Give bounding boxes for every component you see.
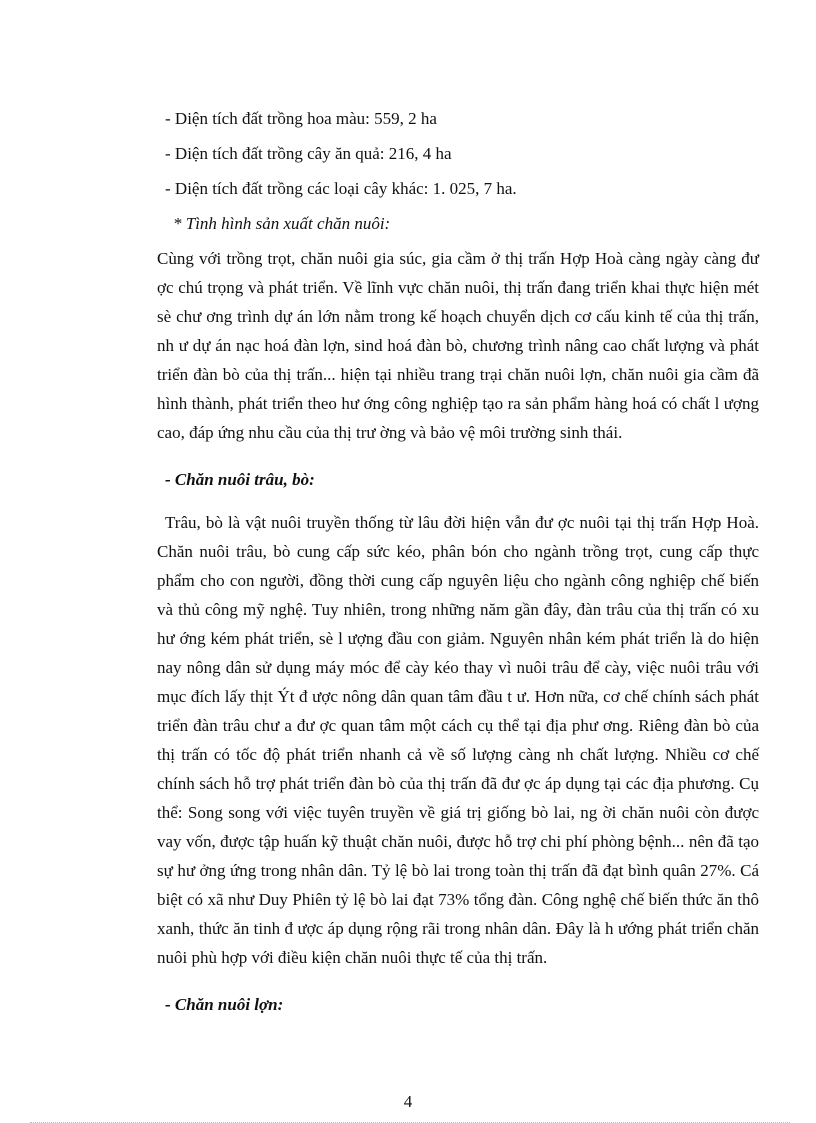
page-number: 4 [403,1092,413,1111]
bullet-crop-area: - Diện tích đất trồng hoa màu: 559, 2 ha [165,109,437,128]
livestock-paragraph-wrap [157,244,759,447]
buffalo-cattle-heading: - Chăn nuôi trâu, bò: [165,470,315,489]
livestock-heading: * Tình hình sản xuất chăn nuôi: [173,214,391,233]
buffalo-paragraph-wrap [157,508,759,972]
buffalo-paragraph-text: Trâu, bò là vật nuôi truyền thống từ lâu đời hiện vẫn đư ợc nuôi tại thị trấn Hợp Hoà. Chăn nuôi trâu, bò cung cấp sức kéo, phân bón cho ngành trồng trọt, cung cấp thực phẩm cho con người, đồng thời cung cấp nguyên liệu cho ngành công nghiệp chế biến và thủ công mỹ nghệ. Tuy nhiên, trong những năm gần đây, đàn trâu của thị trấn có xu hư ớng kém phát triển, sè l ượng đầu con giảm. Nguyên nhân kém phát triển là do hiện nay nông dân sử dụng máy móc để cày kéo thay vì nuôi trâu để cày, việc nuôi trâu với mục đích lấy thịt Ýt đ ược nông dân quan tâm đầu t ư. Hơn nữa, cơ chế chính sách phát triển đàn trâu chư a đư ợc quan tâm một cách cụ thể tại địa phư ơng. Riêng đàn bò của thị trấn có tốc độ phát triển nhanh cả về số lượng càng nh chất lượng. Nhiều cơ chế chính sách hỗ trợ phát triển đàn bò của thị trấn đã đư ợc áp dụng tại các địa phương. Cụ thể: Song song với việc tuyên truyền về giá trị giống bò lai, ng ời chăn nuôi còn được vay vốn, được tập huấn kỹ thuật chăn nuôi, được hỗ trợ chi phí phòng bệnh... nên đã tạo sự hư ởng ứng trong nhân dân. Tỷ lệ bò lai trong toàn thị trấn đã đạt bình quân 27%. Cá biệt có xã như Duy Phiên tỷ lệ bò lai đạt 73% tổng đàn. Công nghệ chế biến thức ăn thô xanh, thức ăn tinh đ ược áp dụng rộng rãi trong nhân dân. Đây là h ướng phát triển chăn nuôi phù hợp với điều kiện chăn nuôi thực tế của thị trấn. [157,513,759,967]
livestock-paragraph [157,244,759,447]
bullet-other-tree-area: - Diện tích đất trồng các loại cây khác: 1. 025, 7 ha. [165,179,517,198]
pig-heading: - Chăn nuôi lợn: [165,995,284,1014]
livestock-paragraph-text: Cùng với trồng trọt, chăn nuôi gia súc, gia cầm ở thị trấn Hợp Hoà càng ngày càng đư ợc chú trọng và phát triển. Về lĩnh vực chăn nuôi, thị trấn đang triển khai thực hiện mét sè chư ơng trình dự án lớn nằm trong kế hoạch chuyển dịch cơ cấu kinh tế của thị trấn, nh ư dự án nạc hoá đàn lợn, sind hoá đàn bò, chương trình nâng cao chất lượng và phát triển đàn bò của thị trấn... hiện tại nhiều trang trại chăn nuôi lợn, chăn nuôi gia cầm đã hình thành, phát triển theo hư ớng công nghiệp tạo ra sản phẩm hàng hoá có chất l ượng cao, đáp ứng nhu cầu của thị trư ờng và bảo vệ môi trường sinh thái. [157,249,759,442]
bullet-fruit-tree-area: - Diện tích đất trồng cây ăn quả: 216, 4 ha [165,144,452,163]
buffalo-paragraph [157,508,759,972]
page-content [157,104,767,1033]
